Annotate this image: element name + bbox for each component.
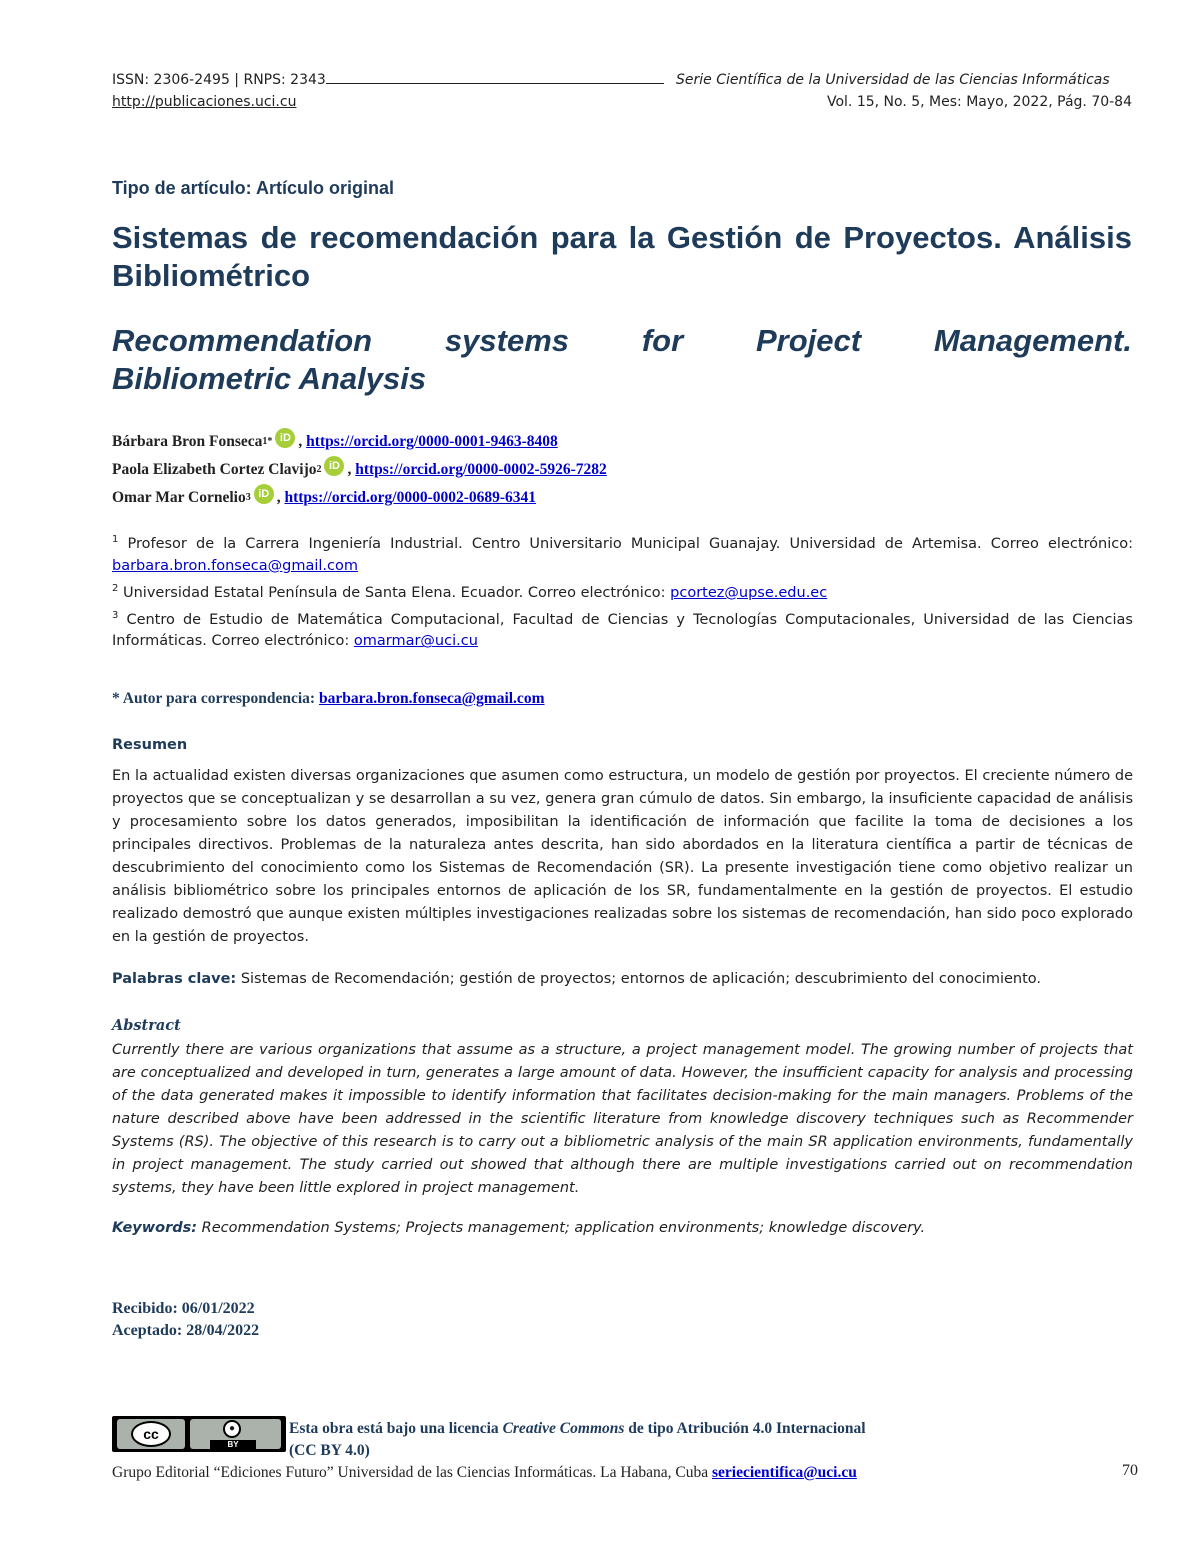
affiliation-item [112,529,1133,577]
affiliation-sup: 1 [112,534,119,545]
author-entry: Bárbara Bron Fonseca 1* iD , https://orcid.org/0000-0001-9463-8408 [112,428,607,456]
author-name: Paola Elizabeth Cortez Clavijo [112,461,317,478]
author-sup: 2 [316,464,322,475]
author-sup: 1* [262,436,273,447]
page-number: 70 [1122,1462,1138,1479]
footer-email-link[interactable]: seriecientifica@uci.cu [712,1464,857,1481]
license-text-line2: (CC BY 4.0) [289,1442,370,1459]
footer-text: Grupo Editorial “Ediciones Futuro” Universidad de las Ciencias Informáticas. La Habana, Cuba [112,1464,713,1481]
author-name: Omar Mar Cornelio [112,489,246,506]
affiliations [112,529,1133,653]
affiliation-sup: 3 [112,609,119,621]
dates [112,1298,259,1342]
affiliation-email-link[interactable]: omarmar@uci.cu [353,633,478,650]
title-word: Project [755,323,862,358]
orcid-icon[interactable]: iD [324,456,344,476]
accepted-date: Aceptado: 28/04/2022 [112,1322,260,1339]
affiliation-text: Universidad Estatal Península de Santa Elena. Ecuador. Correo electrónico: [118,584,671,601]
affiliation-sup: 2 [112,582,119,594]
correspondence-email-link[interactable]: barbara.bron.fonseca@gmail.com [318,690,545,707]
header-url-link[interactable]: http://publicaciones.uci.cu [112,94,297,110]
orcid-icon[interactable]: iD [254,484,274,504]
title-english-line2: Bibliometric Analysis [112,361,427,396]
header-issn [112,72,664,88]
orcid-link[interactable]: https://orcid.org/0000-0001-9463-8408 [306,433,558,450]
license-text-after: de tipo Atribución 4.0 Internacional [624,1420,866,1437]
affiliation-email-link[interactable]: barbara.bron.fonseca@gmail.com [112,557,358,574]
author-list [112,428,607,512]
palabras-clave-label: Palabras clave: [112,971,237,987]
cc-icon [117,1419,185,1449]
affiliation-email-link[interactable]: pcortez@upse.edu.ec [670,584,828,601]
received-date: Recibido: 06/01/2022 [112,1300,255,1317]
affiliation-text: Profesor de la Carrera Ingeniería Industrial. Centro Universitario Municipal Guanajay. Universidad de Artemisa. Correo electrónico: [118,535,1133,552]
palabras-clave [112,971,1133,987]
abstract-heading: Abstract [112,1017,181,1034]
title-word: Recommendation [112,323,373,358]
keywords [112,1220,1133,1236]
article-type: Tipo de artículo: Artículo original [112,178,395,198]
affiliation-text: Centro de Estudio de Matemática Computacional, Facultad de Ciencias y Tecnologías Computacionales, Universidad de las Ciencias Informáticas. Correo electrónico: [112,611,1133,650]
title-english [112,322,1132,398]
cc-icon-label: cc [131,1421,171,1447]
title-english-line1 [112,322,1132,360]
orcid-link[interactable]: https://orcid.org/0000-0002-0689-6341 [284,489,537,506]
title-word: systems [444,323,570,358]
keywords-text: Recommendation Systems; Projects management; application environments; knowledge discovery. [197,1220,926,1236]
footer [112,1464,857,1482]
license-text-before: Esta obra está bajo una licencia [289,1420,503,1437]
affiliation-item [112,605,1133,653]
license-text [289,1418,1049,1462]
affiliation-item [112,578,1133,604]
author-sup: 3 [245,492,251,503]
correspondence [112,690,544,708]
resumen-text: En la actualidad existen diversas organizaciones que asumen como estructura, un modelo de gestión por proyectos. El creciente número de proyectos que se conceptualizan y se desarrollan a su vez, genera gran cúmulo de datos. Sin embargo, la insuficiente capacidad de análisis y procesamiento sobre los datos generados, imposibilitan la identificación de información que facilite la toma de decisiones a los principales directivos. Problemas de la naturaleza antes descrita, han sido abordados en la literatura científica a partir de técnicas de descubrimiento del conocimiento como los Sistemas de Recomendación (SR). La presente investigación tiene como objetivo realizar un análisis bibliométrico sobre los principales entornos de aplicación de los SR, fundamentalmente en la gestión de proyectos. El estudio realizado demostró que aunque existen múltiples investigaciones realizadas sobre los sistemas de recomendación, han sido poco explorado en la gestión de proyectos. [112,768,1133,945]
title-word: for [641,323,684,358]
resumen-heading: Resumen [112,737,188,753]
license-text-italic: Creative Commons [502,1420,625,1437]
title-word: Management. [933,323,1132,358]
header-rule [326,73,664,84]
title-spanish: Sistemas de recomendación para la Gestión de Proyectos. Análisis Bibliométrico [112,220,1132,293]
cc-license-badge[interactable] [112,1416,286,1452]
orcid-link[interactable]: https://orcid.org/0000-0002-5926-7282 [355,461,607,478]
author-entry: Omar Mar Cornelio 3 iD , https://orcid.org/0000-0002-0689-6341 [112,484,607,512]
author-name: Bárbara Bron Fonseca [112,433,263,450]
attribution-icon [190,1419,281,1449]
header-series: Serie Científica de la Universidad de las Ciencias Informáticas [676,72,1110,88]
abstract-text: Currently there are various organizations that assume as a structure, a project management model. The growing number of projects that are conceptualized and developed in turn, generates a large amount of data. However, the insufficient capacity for analysis and processing of the data generated makes it impossible to identify information that facilitates decision-making for the main managers. Problems of the nature described above have been addressed in the scientific literature from knowledge discovery techniques such as Recommender Systems (RS). The objective of this research is to carry out a bibliometric analysis of the main SR application environments, fundamentally in project management. The study carried out showed that although there are multiple investigations carried out on recommendation systems, they have been little explored in project management. [112,1042,1133,1196]
palabras-clave-text: Sistemas de Recomendación; gestión de proyectos; entornos de aplicación; descubrimiento del conocimiento. [236,971,1041,987]
person-icon: ● [223,1420,241,1438]
header-volume: Vol. 15, No. 5, Mes: Mayo, 2022, Pág. 70-84 [826,94,1132,110]
by-label: BY [210,1440,256,1449]
issn-text: ISSN: 2306-2495 | RNPS: 2343 [112,72,326,88]
keywords-label: Keywords: [112,1220,198,1236]
orcid-icon[interactable]: iD [275,428,295,448]
author-entry: Paola Elizabeth Cortez Clavijo 2 iD , https://orcid.org/0000-0002-5926-7282 [112,456,607,484]
correspondence-label: * Autor para correspondencia: [112,690,319,707]
